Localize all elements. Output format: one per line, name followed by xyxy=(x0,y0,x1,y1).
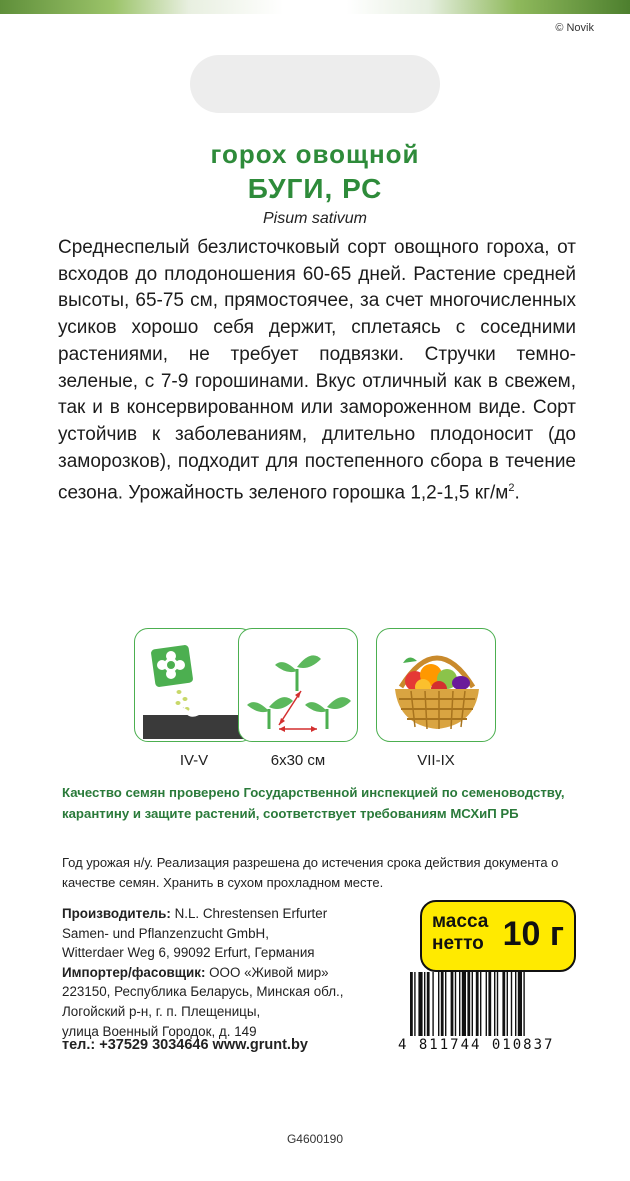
barcode-bar xyxy=(455,972,456,1036)
barcode-bar xyxy=(507,972,508,1036)
barcode-bar xyxy=(432,972,433,1036)
sowing-icon xyxy=(134,628,254,742)
spacing-icon xyxy=(238,628,358,742)
barcode-bar xyxy=(488,972,491,1036)
producer-name: N.L. Chrestensen Erfurter xyxy=(170,906,328,921)
barcode-bar xyxy=(515,972,516,1036)
description-text: Среднеспелый безлисточковый сорт овощного гороха, от всходов до плодоношения 60-65 дней. Растение средней высоты, 65-75 см, прямостоячее, за счет многочисленных усиков хорошо себя держит, сплетаясь с соседними растениями, не требует подвязки. Стручки темно-зеленые, с 7-9 горошинами. Вкус отличный как в свежем, так и в консервированном или замороженном виде. Сорт устойчив к заболеваниям, длительно плодоносит (до заморозков), подходит для постепенного сбора в течение сезона. Урожайность зеленого горошка 1,2-1,5 кг/м xyxy=(58,237,576,504)
producer-company: Samen- und Pflanzenzucht GmbH, xyxy=(62,925,269,941)
barcode-bar xyxy=(476,972,479,1036)
mass-label-2: нетто xyxy=(432,933,484,954)
barcode-bar xyxy=(502,972,505,1036)
product-type-title: горох овощной xyxy=(210,139,420,169)
barcode-bar xyxy=(523,972,524,1036)
barcode-bar xyxy=(486,972,487,1036)
description-superscript: 2 xyxy=(508,482,515,495)
description-end: . xyxy=(514,482,520,504)
copyright-text: © Novik xyxy=(555,22,594,34)
spacing-caption: 6x30 см xyxy=(270,752,326,769)
seedling-icon-top xyxy=(275,655,321,691)
barcode-bar xyxy=(438,972,439,1036)
net-weight-badge xyxy=(420,900,576,972)
latin-name: Pisum sativum xyxy=(262,210,368,227)
barcode-bar xyxy=(472,972,473,1036)
producer-address: Witterdaer Weg 6, 99092 Erfurt, Германия xyxy=(62,945,315,961)
barcode-bar xyxy=(459,972,460,1036)
barcode-bar xyxy=(414,972,415,1036)
mass-label-1: масса xyxy=(432,911,489,932)
barcode-bar xyxy=(441,972,444,1036)
mass-value: 10 г xyxy=(502,915,564,953)
header-photo-strip xyxy=(0,0,630,14)
importer-address-2: Логойский р-н, г. п. Плещеницы, xyxy=(62,1003,261,1019)
importer-address-3: улица Военный Городок, д. 149 xyxy=(62,1023,257,1039)
barcode-bar xyxy=(518,972,522,1036)
barcode-bar xyxy=(511,972,512,1036)
harvest-caption: VII-IX xyxy=(417,752,455,769)
barcode-bar xyxy=(445,972,446,1036)
barcode-number: 4 811744 010837 xyxy=(398,1037,555,1053)
harvest-storage-note: Год урожая н/у. Реализация разрешена до истечения срока действия документа о качестве семян. Хранить в сухом прохладном месте. xyxy=(62,855,559,890)
importer-name: ООО «Живой мир» xyxy=(205,964,329,980)
importer-label: Импортер/фасовщик: xyxy=(62,964,206,980)
barcode-bar xyxy=(494,972,495,1036)
barcode-bar xyxy=(467,972,470,1036)
quality-statement: Качество семян проверено Государственной инспекцией по семеноводству, карантину и защите растений, соответствует требованиям МСХиП РБ xyxy=(62,785,565,821)
product-code: G4600190 xyxy=(286,1132,344,1146)
producer-label: Производитель: xyxy=(62,906,171,921)
importer-address-1: 223150, Республика Беларусь, Минская обл., xyxy=(62,984,344,1000)
barcode-bar xyxy=(410,972,413,1036)
variety-title: БУГИ, РС xyxy=(247,173,383,204)
contact-line: тел.: +37529 3034646 www.grunt.by xyxy=(62,1037,308,1053)
harvest-basket-icon xyxy=(376,628,496,742)
sowing-caption: IV-V xyxy=(179,752,209,769)
barcode-bar xyxy=(480,972,481,1036)
barcode-bar xyxy=(424,972,425,1036)
barcode-bar xyxy=(427,972,430,1036)
barcode-bar xyxy=(462,972,466,1036)
barcode-bar xyxy=(497,972,498,1036)
manufacturer-info xyxy=(62,904,402,1041)
barcode-bar xyxy=(418,972,422,1036)
variety-description xyxy=(58,235,576,507)
label-placeholder xyxy=(190,55,440,113)
barcode-bar xyxy=(451,972,454,1036)
